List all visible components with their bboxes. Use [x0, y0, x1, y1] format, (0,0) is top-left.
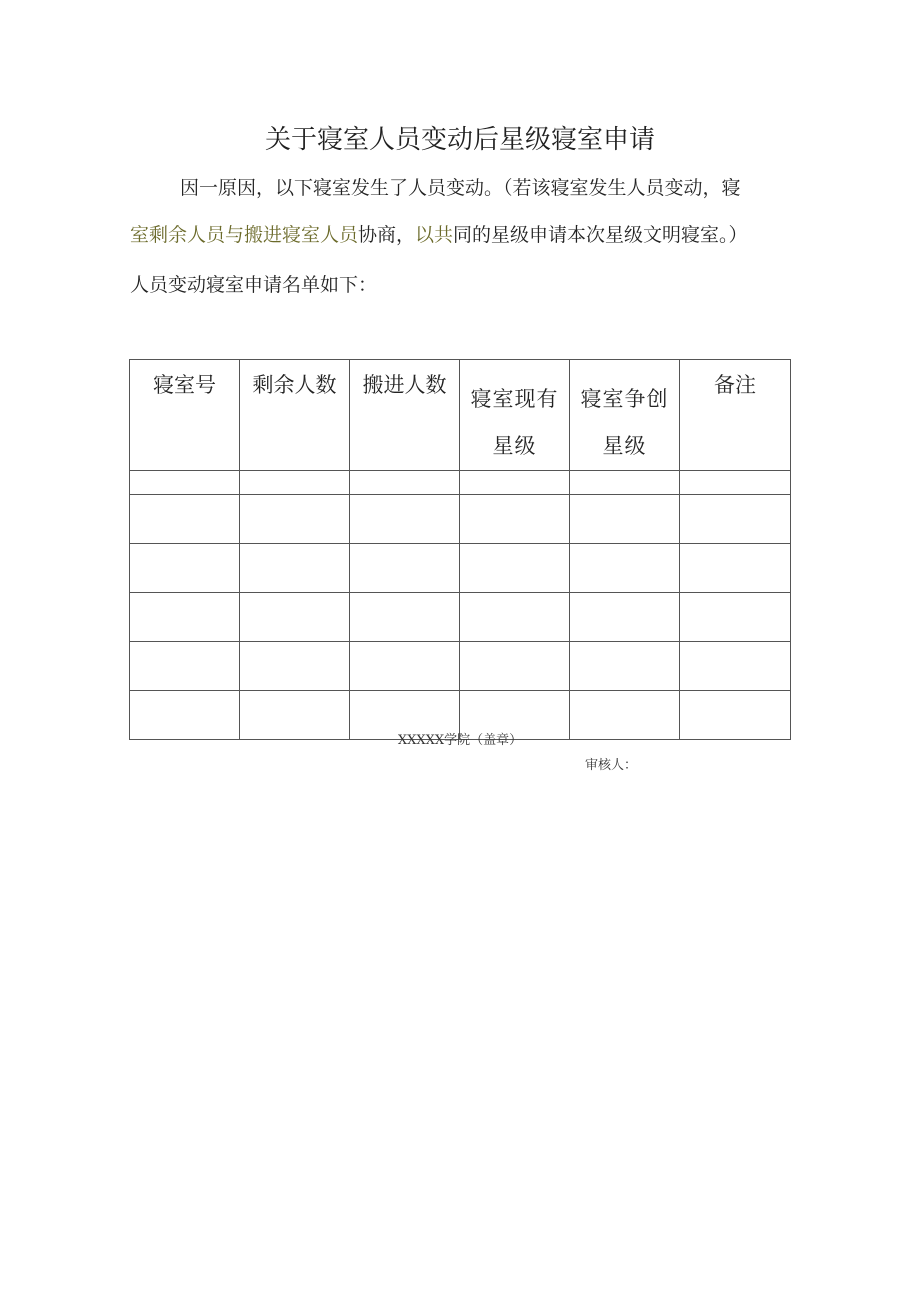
- table-row: [130, 471, 791, 495]
- table-cell[interactable]: [240, 544, 350, 593]
- intro-paragraph-line2: [130, 222, 800, 248]
- table-cell[interactable]: [460, 471, 570, 495]
- table-cell[interactable]: [570, 642, 680, 691]
- table-cell[interactable]: [130, 471, 240, 495]
- table-cell[interactable]: [680, 544, 791, 593]
- table-cell[interactable]: [460, 495, 570, 544]
- highlighted-phrase: 以共: [415, 224, 454, 246]
- table-header-row: [130, 360, 791, 471]
- table-cell[interactable]: [350, 642, 460, 691]
- table-cell[interactable]: [570, 593, 680, 642]
- reviewer-label: 审核人：: [585, 758, 638, 773]
- list-intro-text: 人员变动寝室申请名单如下：: [130, 274, 378, 296]
- table-cell[interactable]: [680, 471, 791, 495]
- header-target-star-level: 寝室争创 星级: [570, 360, 680, 471]
- plain-phrase: 协商，: [358, 224, 416, 246]
- table-cell[interactable]: [350, 471, 460, 495]
- highlighted-phrase: 室剩余人员与搬进寝室人员: [130, 224, 359, 246]
- table-cell[interactable]: [130, 593, 240, 642]
- header-moved-in-count: 搬进人数: [350, 360, 460, 471]
- table-cell[interactable]: [130, 495, 240, 544]
- table-cell[interactable]: [460, 593, 570, 642]
- table-cell[interactable]: [570, 495, 680, 544]
- application-table: [129, 359, 791, 740]
- document-title: 关于寝室人员变动后星级寝室申请: [264, 125, 655, 155]
- table-cell[interactable]: [240, 642, 350, 691]
- table-cell[interactable]: [460, 642, 570, 691]
- header-remarks: 备注: [680, 360, 791, 471]
- college-stamp-label: XXXXX学院（盖章）: [397, 733, 523, 748]
- intro-paragraph-line1: 因一原因，以下寝室发生了人员变动。（若该寝室发生人员变动，寝: [180, 177, 741, 199]
- table-cell[interactable]: [240, 471, 350, 495]
- table-cell[interactable]: [130, 642, 240, 691]
- table-cell[interactable]: [240, 593, 350, 642]
- table-cell[interactable]: [350, 544, 460, 593]
- table-cell[interactable]: [130, 544, 240, 593]
- table-row: [130, 642, 791, 691]
- table-cell[interactable]: [350, 593, 460, 642]
- plain-phrase: 同的星级申请本次星级文明寝室。）: [453, 224, 748, 246]
- header-current-star-level: 寝室现有 星级: [460, 360, 570, 471]
- table-row: [130, 544, 791, 593]
- table-row: [130, 495, 791, 544]
- table-cell[interactable]: [570, 471, 680, 495]
- header-room-number: 寝室号: [130, 360, 240, 471]
- table-cell[interactable]: [680, 593, 791, 642]
- table-cell[interactable]: [680, 495, 791, 544]
- table-cell[interactable]: [350, 495, 460, 544]
- table-cell[interactable]: [240, 495, 350, 544]
- header-remaining-count: 剩余人数: [240, 360, 350, 471]
- table-cell[interactable]: [460, 544, 570, 593]
- table-cell[interactable]: [680, 642, 791, 691]
- table-cell[interactable]: [570, 544, 680, 593]
- table-row: [130, 593, 791, 642]
